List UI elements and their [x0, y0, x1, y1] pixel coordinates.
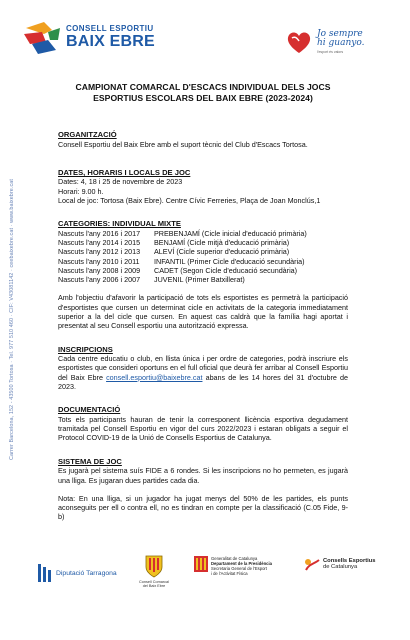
- section-categories: [58, 219, 348, 330]
- section-organitzacio: [58, 130, 348, 149]
- generalitat-logo: [194, 556, 272, 576]
- heading-inscripcions: INSCRIPCIONS: [58, 344, 113, 354]
- consell-esportiu-logo: [22, 18, 155, 60]
- generalitat-mark-icon: [194, 556, 208, 572]
- category-name: PREBENJAMÍ (Cicle inicial d'educació primària): [154, 228, 307, 238]
- dates-line-3: Local de joc: Tortosa (Baix Ebre). Centre Cívic Ferreries, Plaça de Joan Monclús,1: [58, 195, 321, 205]
- slogan-line-2: hi guanyo.: [317, 38, 365, 48]
- inscripcions-text: [58, 354, 348, 391]
- heading-organitzacio: ORGANITZACIÓ: [58, 130, 117, 139]
- generalitat-line-4: i de l'Activitat Física: [211, 571, 248, 576]
- category-row: [58, 275, 348, 284]
- category-row: [58, 229, 348, 238]
- consell-logo-mark-icon: [22, 20, 64, 56]
- inscripcions-text-before: Cada centre educatiu o club, en llista única i per ordre de categories, podrà inscriure els esportistes que consideri oportuns en el full oficial que deurà fer arribar al Consell Esportiu del Baix Ebre: [58, 354, 348, 382]
- category-born: Nascuts l'any 2006 i 2007: [58, 275, 141, 285]
- diputacio-mark-icon: [38, 564, 52, 582]
- jo-sempre-hi-guanyo-logo: [285, 28, 395, 60]
- consell-comarcal-label-2: del Baix Ebre: [142, 584, 166, 588]
- title-line-1: CAMPIONAT COMARCAL D'ESCACS INDIVIDUAL DELS JOCS: [75, 82, 331, 92]
- sistema-note: Nota: En una lliga, si un jugador ha jugat menys del 50% de les partides, els punts aconseguits per ell o contra ell, no es tindran en compte per la classificació (C.05 Fide, 9-b): [58, 493, 348, 522]
- category-row: [58, 266, 348, 275]
- categories-list: [58, 229, 348, 285]
- category-row: [58, 238, 348, 247]
- generalitat-line-2: Departament de la Presidència: [211, 561, 272, 566]
- consells-esportius-catalunya-logo: [304, 558, 376, 572]
- document-title: [58, 82, 348, 104]
- title-line-2: ESPORTIUS ESCOLARS DEL BAIX EBRE (2023-2024): [93, 93, 313, 103]
- header: [0, 0, 410, 70]
- logo-big-text: BAIX EBRE: [66, 33, 155, 50]
- generalitat-line-1: Generalitat de Catalunya: [211, 556, 258, 561]
- document-body: [58, 82, 348, 522]
- slogan-line-3: l'esport és valors: [317, 50, 344, 54]
- category-row: [58, 257, 348, 266]
- generalitat-line-3: Secretaria General de l'Esport: [211, 566, 267, 571]
- category-name: JUVENIL (Primer Batxillerat): [154, 275, 245, 285]
- category-name: ALEVÍ (Cicle superior d'educació primària): [154, 247, 290, 257]
- heading-documentacio: DOCUMENTACIÓ: [58, 405, 121, 415]
- ceesc-mark-icon: [304, 558, 320, 572]
- email-link[interactable]: consell.esportiu@baixebre.cat: [106, 372, 203, 382]
- category-born: Nascuts l'any 2014 i 2015: [58, 237, 141, 247]
- sidebar-contact-text: Carrer Barcelona, 152 - 43500 Tortosa · Tel. 977 510 460 · CIF: V43081142 · ceebaixebre.cat · www.baixebre.cat: [9, 179, 15, 461]
- heading-sistema: SISTEMA DE JOC: [58, 456, 122, 466]
- category-born: Nascuts l'any 2016 i 2017: [58, 228, 141, 238]
- generalitat-text: [211, 556, 272, 576]
- category-name: CADET (Segon Cicle d'educació secundària): [154, 265, 298, 275]
- logo-small-text: CONSELL ESPORTIU: [66, 24, 154, 33]
- sistema-text: Es jugarà pel sistema suís FIDE a 6 rondes. Si les inscripcions no ho permeten, es jugarà una lliga. Es jugaran dues partides cada dia.: [58, 466, 348, 485]
- ceesc-text: [323, 558, 376, 570]
- diputacio-logo: [38, 564, 117, 582]
- dates-line-2: Horari: 9.00 h.: [58, 186, 104, 196]
- category-row: [58, 247, 348, 256]
- slogan-line-1: Jo sempre: [317, 29, 363, 39]
- heading-dates: DATES, HORARIS I LOCALS DE JOC: [58, 167, 191, 177]
- documentacio-text: Tots els participants hauran de tenir la corresponent llicència esportiva degudament tramitada pel Consell Esportiu en vigor del curs 2022/2023 i estaran obligats a seguir el Protocol COVID-19 de la Unió de Consells Esportius de Catalunya.: [58, 414, 348, 443]
- organitzacio-text: Consell Esportiu del Baix Ebre amb el suport tècnic del Club d'Escacs Tortosa.: [58, 139, 308, 149]
- category-born: Nascuts l'any 2010 i 2011: [58, 256, 140, 266]
- category-born: Nascuts l'any 2012 i 2013: [58, 247, 141, 257]
- consell-comarcal-logo: [132, 554, 176, 588]
- categories-note: Amb l'objectiu d'afavorir la participació de tots els esportistes es permetrà la participació d'esportistes que cursen un determinat cicle en activitats de la categoria immediatament superior a la del cicle que cursen. En aquest cas caldrà que la família hagi aportat i presentat al seu Consell esportiu una autorització expressa.: [58, 293, 348, 331]
- heading-categories: CATEGORIES: INDIVIDUAL MIXTE: [58, 219, 181, 229]
- category-name: BENJAMÍ (Cicle mitjà d'educació primària): [154, 237, 290, 247]
- ceesc-line-2: de Catalunya: [323, 564, 358, 570]
- coat-of-arms-icon: [144, 554, 164, 578]
- heart-icon: [285, 28, 313, 56]
- dates-line-1: Dates: 4, 18 i 25 de novembre de 2023: [58, 177, 183, 187]
- section-documentacio: [58, 405, 348, 442]
- section-inscripcions: [58, 345, 348, 392]
- consell-comarcal-label-1: Consell Comarcal: [139, 580, 169, 584]
- sponsor-footer: [0, 552, 410, 622]
- category-born: Nascuts l'any 2008 i 2009: [58, 265, 141, 275]
- diputacio-label: Diputació Tarragona: [56, 569, 117, 577]
- section-sistema: [58, 457, 348, 522]
- ceesc-line-1: Consells Esportius: [323, 558, 376, 564]
- section-dates: [58, 168, 348, 205]
- category-name: INFANTIL (Primer Cicle d'educació secundària): [154, 256, 305, 266]
- inscripcions-text-after: abans de les 14 hores del 31 d'octubre de 2023.: [58, 372, 349, 392]
